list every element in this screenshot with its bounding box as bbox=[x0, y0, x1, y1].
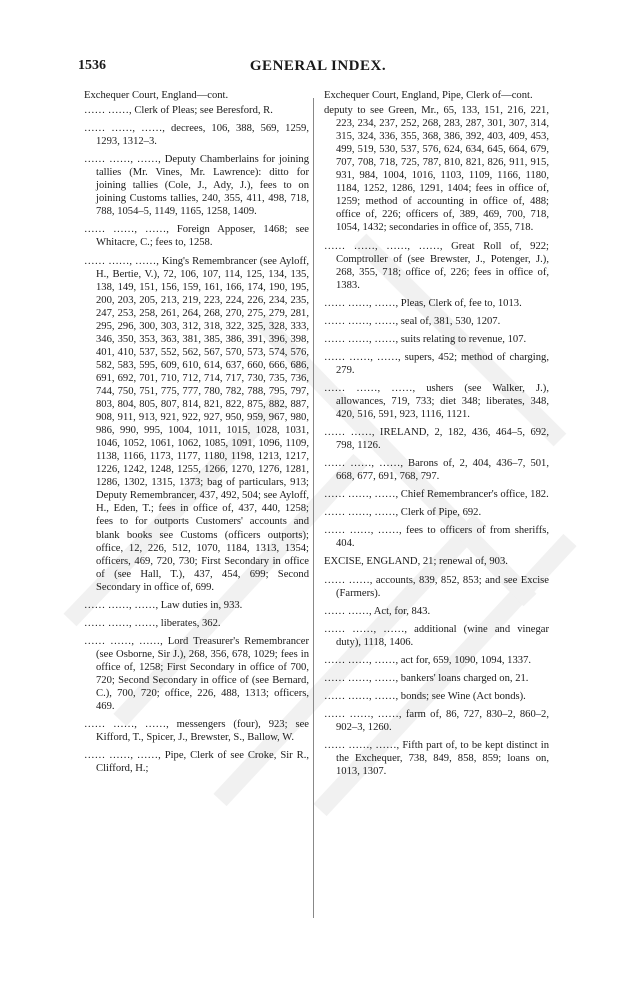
index-entry: …… ……, ……, Lord Treasurer's Remembrancer (see Osborne, Sir J.), 268, 356, 678, 1029; fees in office of, 1258; First Secondary in office of 700, 720; Second Secondary in office of (see Bernard, C.), 700, 720; office, 226, 488, 1313; officers, 469. bbox=[84, 635, 309, 713]
index-entry: …… ……, ……, messengers (four), 923; see Kifford, T., Spicer, J., Brewster, S., Ballow, W. bbox=[84, 719, 309, 744]
index-entry: …… ……, Clerk of Pleas; see Beresford, R. bbox=[84, 105, 273, 117]
index-entry: …… ……, ……, Fifth part of, to be kept distinct in the Exchequer, 738, 849, 858, 859; loans on, 1013, 1307. bbox=[324, 739, 549, 778]
index-entry: …… ……, ……, Law duties in, 933. bbox=[84, 599, 243, 611]
index-entry: Exchequer Court, England, Pipe, Clerk of—cont. bbox=[324, 90, 533, 101]
index-entry: …… ……, ……, seal of, 381, 530, 1207. bbox=[324, 315, 501, 327]
index-entry: EXCISE, ENGLAND, 21; renewal of, 903. bbox=[324, 556, 508, 568]
index-entry: …… ……, ……, farm of, 86, 727, 830–2, 860–2, 902–3, 1260. bbox=[324, 708, 549, 733]
index-entry: …… ……, ……, ushers (see Walker, J.), allowances, 719, 733; diet 348; liberates, 348, 420, 516, 591, 923, 1116, 1121. bbox=[324, 382, 549, 421]
index-entry: …… ……, ……, liberates, 362. bbox=[84, 617, 221, 629]
index-entry: deputy to see Green, Mr., 65, 133, 151, 216, 221, 223, 234, 237, 252, 268, 283, 287, 301, 307, 314, 315, 324, 336, 355, 368, 386, 392, 403, 409, 453, 499, 519, 530, 537, 576, 624, 634, 645, 664, 679, 707, 708, 718, 725, 787, 810, 821, 826, 911, 915, 931, 984, 1004, 1016, 1103, 1109, 1166, 1180, 1184, 1252, 1286, 1291, 1404; fees in office of, 1259; method of accounting in office of, 488; office of, 226; officers of, 389, 469, 700, 718, 1054, 1432; secondaries in office of, 355, 718. bbox=[324, 105, 549, 234]
index-entry: …… ……, ……, decrees, 106, 388, 569, 1259, 1293, 1312–3. bbox=[84, 123, 309, 148]
right-column bbox=[324, 89, 549, 783]
index-entry: …… ……, ……, Pleas, Clerk of, fee to, 1013. bbox=[324, 297, 522, 309]
index-entry: …… ……, ……, Chief Remembrancer's office, 182. bbox=[324, 489, 549, 501]
page-number: 1536 bbox=[78, 58, 106, 73]
index-entry: …… ……, IRELAND, 2, 182, 436, 464–5, 692, 798, 1126. bbox=[324, 427, 549, 452]
index-entry: …… ……, ……, bankers' loans charged on, 21. bbox=[324, 672, 529, 684]
left-column bbox=[84, 89, 309, 780]
index-entry: …… ……, ……, Pipe, Clerk of see Croke, Sir R., Clifford, H.; bbox=[84, 750, 309, 775]
index-entry: …… ……, ……, Foreign Apposer, 1468; see Whitacre, C.; fees to, 1258. bbox=[84, 224, 309, 249]
index-entry: …… ……, ……, additional (wine and vinegar duty), 1118, 1406. bbox=[324, 623, 549, 648]
index-entry: …… ……, ……, Clerk of Pipe, 692. bbox=[324, 507, 482, 519]
index-entry: …… ……, ……, Deputy Chamberlains for joining tallies (Mr. Vines, Mr. Lawrence): ditto for joining tallies (Cole, J., Ady, J.), fees to on joining Customs tallies, 240, 355, 411, 498, 718, 788, 1054–5, 1149, 1165, 1258, 1409. bbox=[84, 154, 309, 218]
page-header bbox=[78, 58, 558, 80]
index-entry: …… ……, Act, for, 843. bbox=[324, 605, 431, 617]
running-title: GENERAL INDEX. bbox=[249, 58, 387, 74]
index-entry: …… ……, ……, act for, 659, 1090, 1094, 1337. bbox=[324, 654, 532, 666]
index-entry: …… ……, accounts, 839, 852, 853; and see Excise (Farmers). bbox=[324, 574, 549, 599]
index-entry: …… ……, ……, King's Remembrancer (see Ayloff, H., Bertie, V.), 72, 106, 107, 114, 125, 134, 135, 138, 149, 151, 156, 159, 161, 166, 174, 190, 195, 200, 203, 205, 213, 219, 223, 224, 226, 234, 235, 247, 253, 258, 261, 264, 268, 270, 275, 279, 281, 295, 296, 300, 303, 312, 318, 322, 325, 328, 333, 346, 350, 353, 363, 381, 385, 386, 391, 396, 398, 401, 410, 537, 552, 562, 567, 570, 573, 574, 576, 582, 583, 595, 609, 610, 614, 637, 660, 666, 686, 691, 692, 701, 710, 712, 714, 717, 730, 735, 736, 744, 750, 751, 775, 777, 780, 782, 788, 795, 797, 803, 804, 805, 807, 814, 821, 822, 875, 882, 887, 908, 911, 913, 921, 922, 927, 950, 959, 967, 980, 986, 990, 995, 1004, 1011, 1015, 1028, 1031, 1046, 1052, 1061, 1062, 1085, 1091, 1096, 1109, 1138, 1166, 1173, 1177, 1180, 1198, 1213, 1217, 1226, 1242, 1248, 1255, 1266, 1270, 1276, 1281, 1286, 1302, 1315, 1373; bag of particulars, 913; Deputy Remembrancer, 437, 492, 504; see Ayloff, H., Eden, T.; fees in office of, 437, 440, 1258; fees to for outports Customers' accounts and blank books see Customs (officers outports); office, 12, 226, 512, 1070, 1184, 1313, 1354; officers, 469, 720, 730; First Secondary in office of (see Hall, T.), 437, 454, 699; Second Secondary in office of, 699. bbox=[84, 255, 309, 593]
index-entry: …… ……, ……, ……, Great Roll of, 922; Comptroller of (see Brewster, J., Potenger, J.), 268, 355, 718; office of, 226; fees in office of, 1383. bbox=[324, 240, 549, 291]
index-entry: …… ……, ……, bonds; see Wine (Act bonds). bbox=[324, 690, 526, 702]
index-entry: …… ……, ……, suits relating to revenue, 107. bbox=[324, 333, 527, 345]
index-entry: Exchequer Court, England—cont. bbox=[84, 90, 229, 101]
column-divider bbox=[313, 98, 314, 918]
index-entry: …… ……, ……, Barons of, 2, 404, 436–7, 501, 668, 677, 691, 768, 797. bbox=[324, 458, 549, 483]
index-entry: …… ……, ……, supers, 452; method of charging, 279. bbox=[324, 351, 549, 376]
index-entry: …… ……, ……, fees to officers of from sheriffs, 404. bbox=[324, 525, 549, 550]
